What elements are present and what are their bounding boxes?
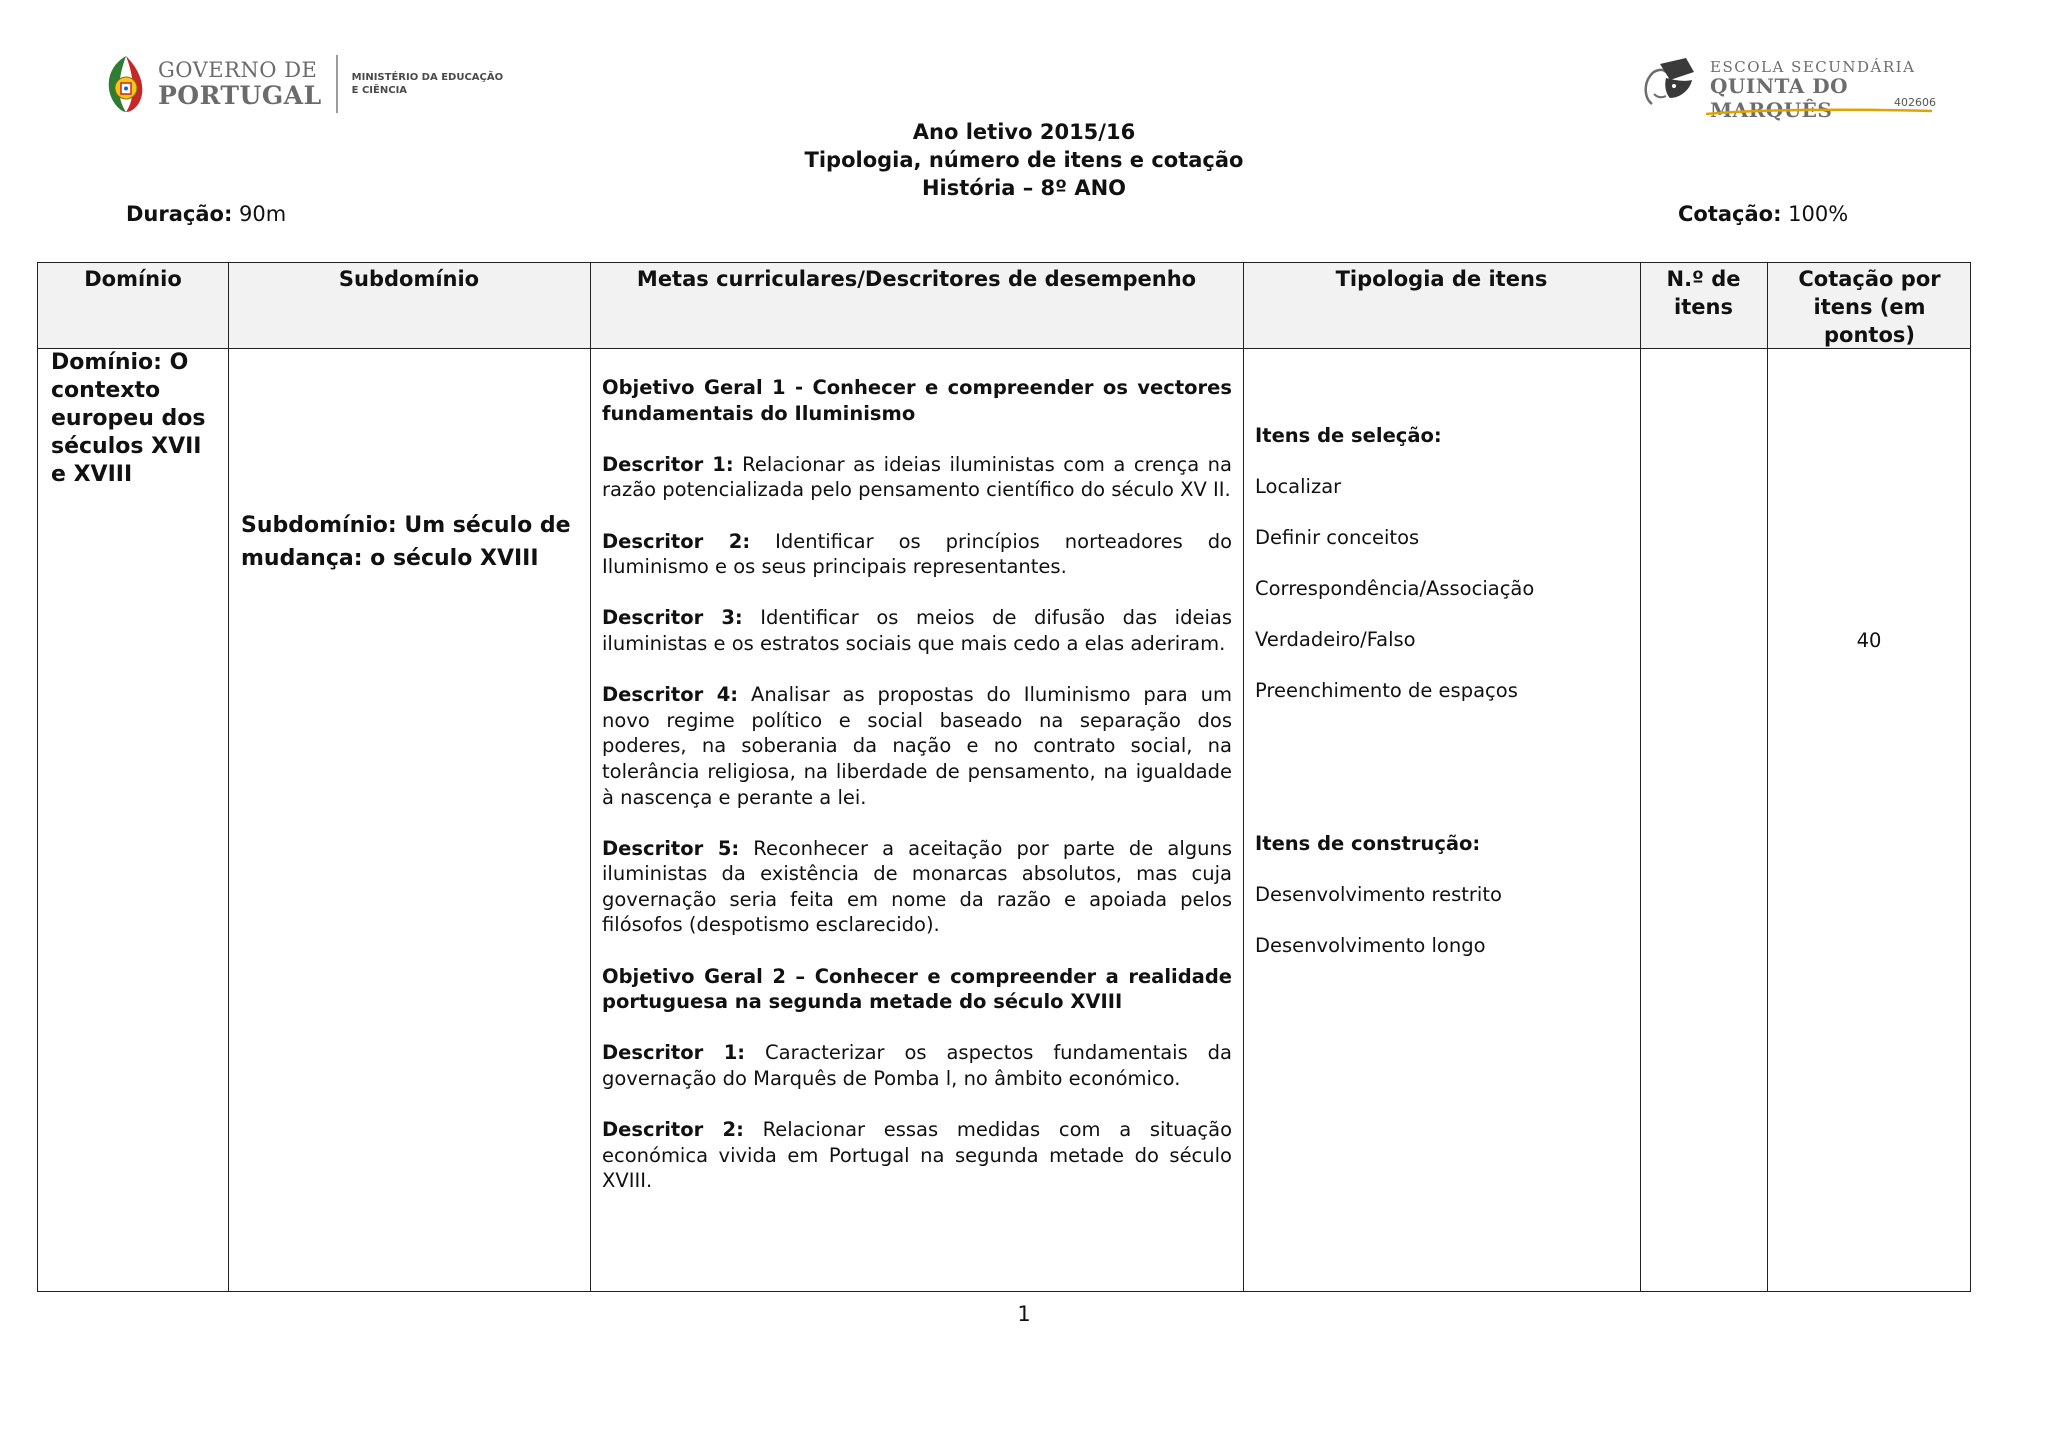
list-item: Definir conceitos [1255, 526, 1420, 549]
list-item: Correspondência/Associação [1255, 577, 1535, 600]
column-divider [228, 263, 229, 1291]
ministry-line1: MINISTÉRIO DA EDUCAÇÃO [351, 71, 504, 83]
school-logo [1640, 52, 1940, 122]
meta-descriptor [602, 529, 1232, 580]
meta-label: Descritor 1: [602, 1041, 746, 1065]
government-wordmark [158, 60, 322, 108]
title-subject: História – 8º ANO [921, 176, 1127, 200]
meta-descriptor [602, 1040, 1232, 1091]
header-cotacao: Cotação por itens (em pontos) [1798, 267, 1941, 347]
school-logo-line2: QUINTA DO MARQUÊS [1710, 74, 1849, 122]
meta-descriptor [602, 605, 1232, 656]
cell-subdominio: Subdomínio: Um século de mudança: o século XVIII [241, 513, 571, 571]
column-divider [1640, 263, 1641, 1291]
school-logo-line1: ESCOLA SECUNDÁRIA [1710, 58, 1916, 76]
document-title [0, 118, 2048, 202]
meta-label: Descritor 5: [602, 836, 740, 860]
header-tipologia: Tipologia de itens [1335, 267, 1548, 291]
construction-items-heading: Itens de construção: [1255, 832, 1481, 855]
meta-text: Identificar os princípios norteadores do Iluminismo e os seus principais representantes. [602, 529, 1233, 579]
column-divider [1243, 263, 1244, 1291]
cell-cotacao: 40 [1856, 629, 1882, 652]
duration-value: 90m [232, 202, 287, 226]
exam-matrix-table [37, 262, 1971, 1292]
list-item: Localizar [1255, 475, 1342, 498]
page-number: 1 [1017, 1302, 1031, 1326]
school-code: 402606 [1894, 96, 1936, 109]
header-subdominio: Subdomínio [338, 267, 480, 291]
meta-text: Analisar as propostas do Iluminismo para um novo regime político e social baseado na separação dos poderes, na soberania da nação e no contrato social, na tolerância religiosa, na liberdade de pensamento, na igualdade à nascença e perante a lei. [602, 683, 1232, 809]
meta-label: Descritor 1: [602, 452, 734, 476]
cell-tipologia [1255, 423, 1635, 984]
meta-objective-1 [602, 375, 1232, 426]
meta-descriptor [602, 1117, 1232, 1194]
meta-label: Descritor 2: [602, 529, 751, 553]
meta-text: Identificar os meios de difusão das ideias iluministas e os estratos sociais que mais cedo a elas aderiram. [602, 606, 1232, 655]
gov-logo-line1: GOVERNO DE [158, 58, 318, 82]
title-typology: Tipologia, número de itens e cotação [804, 148, 1244, 172]
list-item: Preenchimento de espaços [1255, 679, 1518, 702]
meta-descriptor [602, 682, 1232, 810]
list-item: Desenvolvimento longo [1255, 934, 1486, 957]
spacer [1255, 729, 1635, 831]
government-logo [104, 52, 503, 116]
meta-text: Caracterizar os aspectos fundamentais da governação do Marquês de Pomba l, no âmbito económico. [602, 1041, 1232, 1091]
meta-label: Objetivo Geral 2 – Conhecer e compreender a realidade portuguesa na segunda metade do século XVIII [602, 964, 1232, 1014]
meta-objective-2 [602, 964, 1232, 1015]
meta-text: Relacionar as ideias iluministas com a crença na razão potencializada pelo pensamento científico do século XV II. [602, 452, 1232, 502]
meta-descriptor [602, 452, 1232, 503]
duration [126, 202, 286, 226]
ministry-name [352, 71, 503, 98]
column-divider [590, 263, 591, 1291]
meta-descriptor [602, 836, 1232, 938]
selection-items-heading: Itens de seleção: [1255, 424, 1442, 447]
meta-label: Descritor 4: [602, 683, 739, 707]
title-school-year: Ano letivo 2015/16 [912, 120, 1136, 144]
column-divider [1767, 263, 1768, 1291]
school-marques-icon [1640, 54, 1706, 116]
score-label: Cotação: [1678, 202, 1782, 226]
ministry-line2: E CIÊNCIA [351, 85, 408, 96]
cell-metas [602, 375, 1232, 1220]
duration-label: Duração: [126, 202, 233, 226]
header-metas: Metas curriculares/Descritores de desempenho [636, 267, 1197, 291]
meta-label: Objetivo Geral 1 - Conhecer e compreender os vectores fundamentais do Iluminismo [602, 376, 1232, 425]
meta-label: Descritor 3: [602, 606, 743, 630]
school-swoosh-icon [1706, 108, 1932, 116]
meta-text: Relacionar essas medidas com a situação económica vivida em Portugal na segunda metade do século XVIII. [602, 1118, 1232, 1193]
list-item: Verdadeiro/Falso [1255, 628, 1416, 651]
meta-text: Reconhecer a aceitação por parte de alguns iluministas da existência de monarcas absolutos, mas cuja governação seria feita em nome da razão e apoiada pelos filósofos (despotismo esclarecido). [602, 836, 1232, 937]
total-score [1678, 202, 1848, 226]
cell-dominio: Domínio: O contexto europeu dos séculos XVII e XVIII [51, 350, 206, 487]
header-dominio: Domínio [84, 267, 182, 291]
meta-label: Descritor 2: [602, 1118, 744, 1142]
header-n-itens: N.º de itens [1666, 267, 1741, 319]
gov-logo-line2: PORTUGAL [158, 81, 322, 110]
score-value: 100% [1781, 202, 1849, 226]
list-item: Desenvolvimento restrito [1255, 883, 1502, 906]
logo-divider [336, 55, 338, 113]
portugal-emblem-icon [104, 54, 148, 114]
